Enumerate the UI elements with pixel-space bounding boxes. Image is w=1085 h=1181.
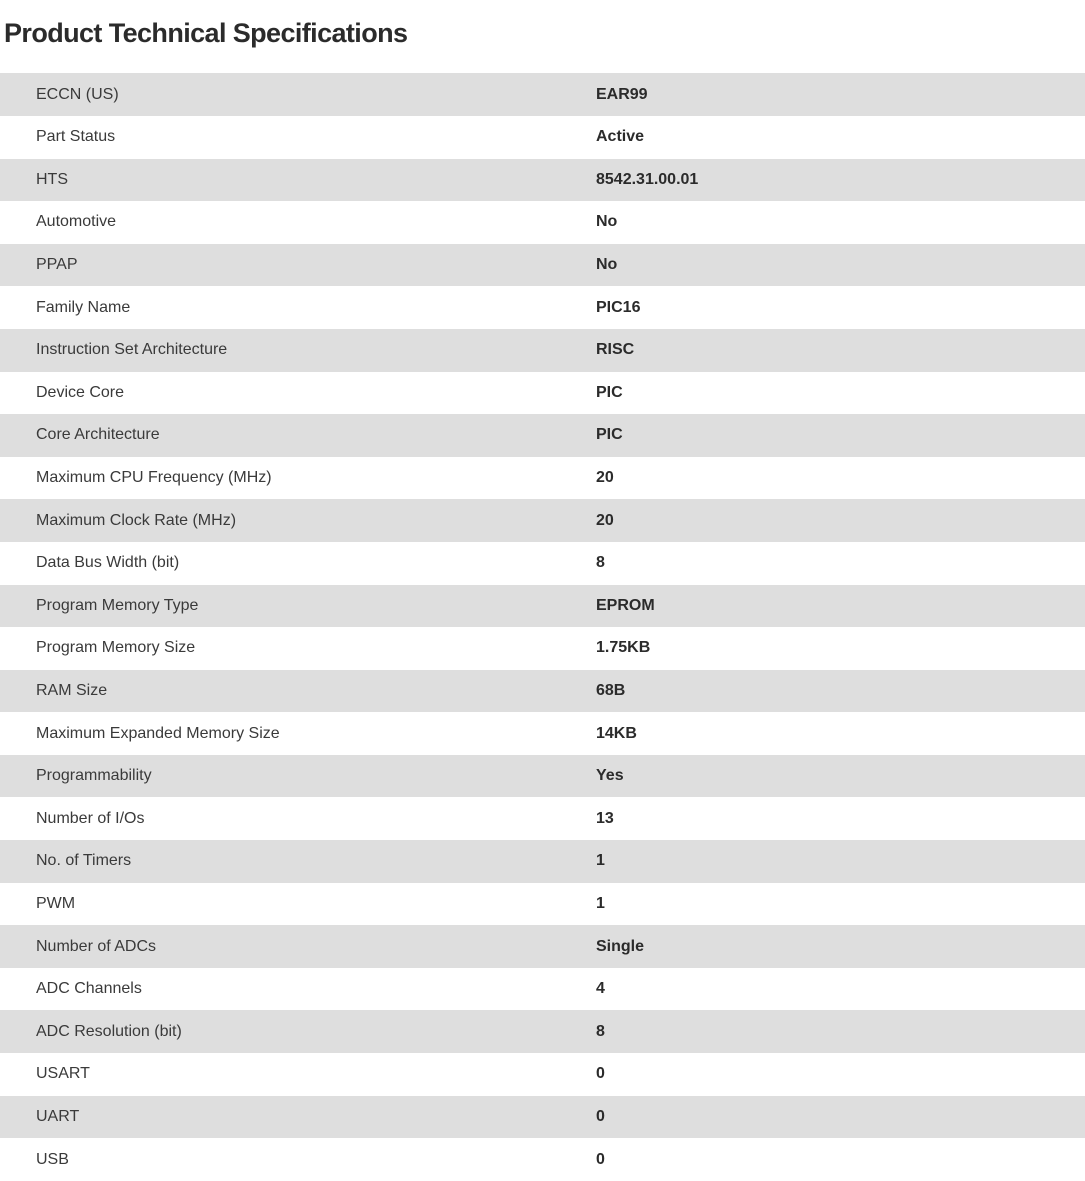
spec-value: 1 [596,894,605,912]
spec-label: Programmability [36,767,152,785]
spec-value: Single [596,937,645,955]
table-row [0,244,1085,287]
spec-label: Program Memory Size [36,639,196,657]
table-row [0,73,1085,116]
spec-value: EAR99 [596,85,648,103]
table-row [0,797,1085,840]
table-row [0,159,1085,202]
spec-value: 1.75KB [596,639,651,657]
spec-value: Active [596,128,645,146]
spec-label: Number of ADCs [36,937,157,955]
table-row [0,457,1085,500]
spec-value: 14KB [596,724,637,742]
table-row [0,1053,1085,1096]
table-row [0,712,1085,755]
spec-value: PIC [596,426,623,444]
table-row [0,925,1085,968]
spec-value: 8 [596,554,605,572]
spec-label: USB [36,1150,69,1168]
spec-label: Family Name [36,298,131,316]
table-row [0,286,1085,329]
spec-value: PIC [596,383,623,401]
table-row [0,116,1085,159]
spec-value: PIC16 [596,298,641,316]
spec-value: 20 [596,511,614,529]
table-row [0,1138,1085,1181]
spec-value: 13 [596,809,614,827]
spec-label: Automotive [36,213,117,231]
table-row [0,585,1085,628]
table-row [0,755,1085,798]
spec-value: 1 [596,852,605,870]
table-row [0,840,1085,883]
spec-label: Instruction Set Architecture [36,341,228,359]
spec-value: 0 [596,1065,605,1083]
spec-label: Core Architecture [36,426,160,444]
spec-value: 4 [596,980,605,998]
spec-label: ADC Channels [36,980,142,998]
spec-label: No. of Timers [36,852,132,870]
spec-label: ECCN (US) [36,85,119,103]
spec-value: 68B [596,682,626,699]
table-row [0,883,1085,926]
spec-label: Number of I/Os [36,809,145,827]
table-row [0,670,1085,713]
spec-label: Data Bus Width (bit) [36,554,180,572]
specifications-table [0,73,1085,1180]
table-row [0,627,1085,670]
page-title: Product Technical Specifications [4,18,408,48]
spec-label: Device Core [36,383,125,401]
spec-value: 0 [596,1150,605,1168]
spec-value: Yes [596,767,624,785]
spec-label: UART [36,1107,80,1125]
spec-label: ADC Resolution (bit) [36,1022,182,1040]
table-row [0,968,1085,1011]
spec-label: HTS [36,170,68,188]
spec-label: USART [36,1065,90,1083]
spec-label: RAM Size [36,682,108,699]
table-row [0,1096,1085,1139]
table-row [0,329,1085,372]
table-row [0,201,1085,244]
spec-label: Maximum Expanded Memory Size [36,724,280,742]
table-row [0,414,1085,457]
spec-label: Part Status [36,128,116,146]
spec-value: 0 [596,1107,605,1125]
spec-label: Program Memory Type [36,596,199,614]
spec-value: EPROM [596,596,655,614]
table-row [0,372,1085,415]
spec-value: No [596,213,618,231]
spec-value: 8542.31.00.01 [596,170,699,188]
spec-value: 20 [596,469,614,487]
table-row [0,1010,1085,1053]
spec-value: 8 [596,1022,605,1040]
spec-value: RISC [596,341,635,359]
spec-value: No [596,256,618,274]
spec-label: Maximum Clock Rate (MHz) [36,511,237,529]
table-row [0,499,1085,542]
table-row [0,542,1085,585]
spec-label: PPAP [36,256,78,274]
spec-label: PWM [36,894,76,912]
spec-label: Maximum CPU Frequency (MHz) [36,469,272,487]
specifications-table-body [0,73,1085,1180]
